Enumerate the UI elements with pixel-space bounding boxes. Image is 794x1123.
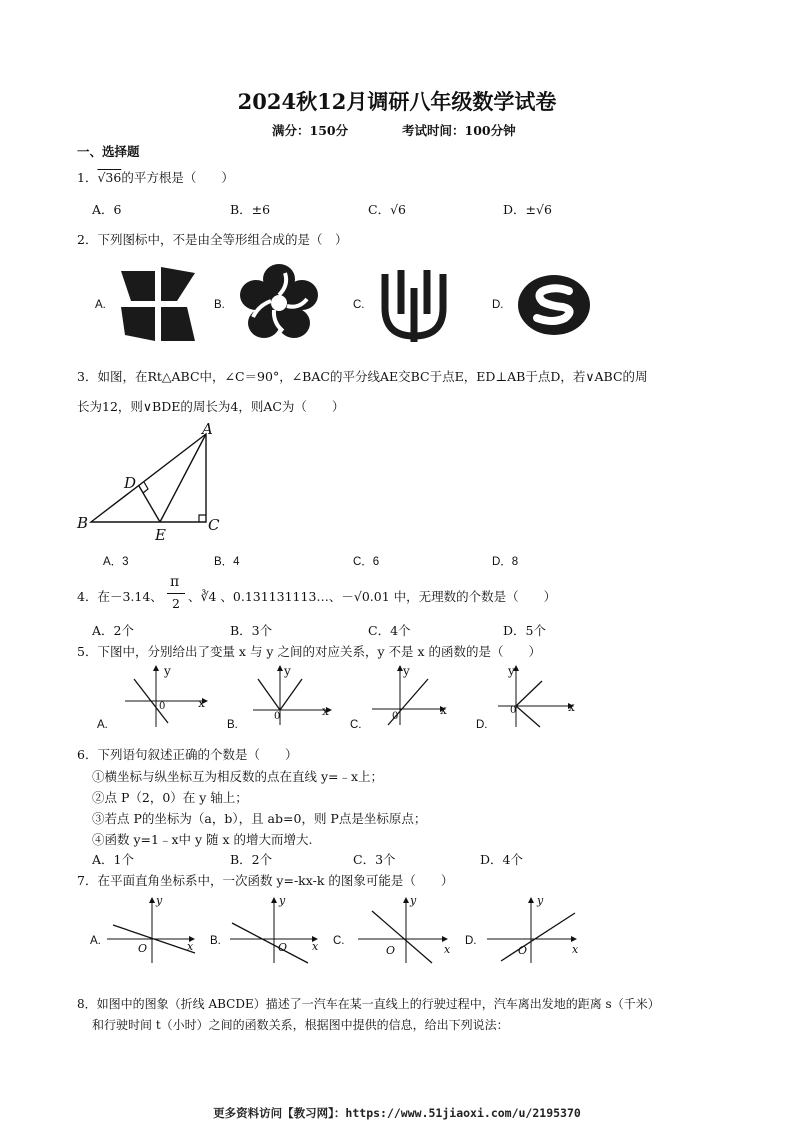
- q5-option-c[interactable]: C.: [350, 719, 362, 731]
- q5-option-b[interactable]: B.: [227, 719, 238, 731]
- q7-d-x-label: x: [572, 943, 579, 956]
- q7-graph-d: [485, 895, 585, 965]
- q6-option-b[interactable]: B．2个: [230, 852, 273, 867]
- q4-option-d[interactable]: D．5个: [503, 623, 546, 638]
- q7-b-origin: O: [278, 941, 288, 954]
- question-1: 1．√36的平方根是（ ）: [77, 170, 234, 185]
- total-score: 满分：150分: [272, 123, 349, 138]
- question-3-line-1: 3．如图，在Rt△ABC中，∠C＝90°，∠BAC的平分线AE交BC于点E，ED⊥AB于点D，若∨ABC的周: [77, 369, 648, 384]
- q5-b-x-label: x: [322, 704, 329, 718]
- tulip-logo-icon: [379, 264, 449, 344]
- q2-option-b[interactable]: B.: [214, 299, 225, 311]
- flower-logo-icon: [237, 263, 321, 343]
- question-5: 5．下图中，分别给出了变量 x 与 y 之间的对应关系，y 不是 x 的函数的是（ ）: [77, 644, 541, 659]
- q3-option-b[interactable]: B．4: [214, 556, 240, 568]
- q6-option-a[interactable]: A．1个: [92, 852, 134, 867]
- vertex-b-label: B: [77, 514, 89, 532]
- q7-option-a[interactable]: A.: [90, 935, 101, 947]
- question-6: 6．下列语句叙述正确的个数是（ ）: [77, 747, 298, 762]
- q7-b-y-label: y: [279, 894, 286, 907]
- q5-c-y-label: y: [403, 664, 410, 678]
- q5-c-x-label: x: [440, 703, 447, 717]
- q1-option-d[interactable]: D．±√6: [503, 202, 552, 217]
- q7-c-x-label: x: [444, 943, 451, 956]
- q5-option-d[interactable]: D.: [476, 719, 488, 731]
- q7-b-x-label: x: [312, 940, 319, 953]
- fraction-denominator: 2: [172, 596, 180, 611]
- q6-statement-4: ④函数 y=1﹣x中 y 随 x 的增大而增大.: [92, 832, 313, 847]
- s-shape-logo-icon: [517, 274, 591, 336]
- page-title: 2024秋12月调研八年级数学试卷: [237, 89, 557, 114]
- question-2: 2．下列图标中，不是由全等形组合成的是（ ）: [77, 232, 348, 247]
- q6-statement-3: ③若点 P的坐标为（a，b），且 ab=0，则 P点是坐标原点；: [92, 811, 427, 826]
- point-d-label: D: [124, 474, 137, 492]
- question-7: 7．在平面直角坐标系中，一次函数 y=-kx-k 的图象可能是（ ）: [77, 873, 454, 888]
- q7-c-origin: O: [386, 944, 396, 957]
- pi-numerator: π: [170, 574, 180, 590]
- q1-option-b[interactable]: B．±6: [230, 202, 271, 217]
- q7-a-x-label: x: [187, 940, 194, 953]
- q3-option-a[interactable]: A．3: [103, 556, 129, 568]
- question-4-rest: 、∛4 、0.131131113…、－√0.01 中，无理数的个数是（ ）: [188, 589, 557, 604]
- q7-option-c[interactable]: C.: [333, 935, 345, 947]
- q5-b-origin: 0: [274, 711, 281, 722]
- q7-graph-b: [228, 895, 323, 965]
- q7-graph-a: [105, 895, 200, 965]
- q6-option-d[interactable]: D．4个: [480, 852, 523, 867]
- q2-option-d[interactable]: D.: [492, 299, 504, 311]
- q5-a-x-label: x: [198, 696, 205, 710]
- q7-c-y-label: y: [410, 894, 417, 907]
- triangle-figure: [75, 420, 225, 545]
- q5-a-origin: 0: [159, 701, 166, 712]
- q5-d-y-label: y: [508, 664, 515, 678]
- q3-option-d[interactable]: D．8: [492, 556, 519, 568]
- q5-b-y-label: y: [284, 664, 291, 678]
- q4-option-c[interactable]: C．4个: [368, 623, 411, 638]
- point-e-label: E: [155, 526, 166, 544]
- q5-d-origin: 0: [510, 705, 517, 716]
- q7-a-origin: O: [138, 942, 148, 955]
- footer-link[interactable]: 更多资料访问【教习网】：https://www.51jiaoxi.com/u/2195370: [213, 1106, 581, 1120]
- q1-option-c[interactable]: C．√6: [368, 202, 406, 217]
- q7-d-y-label: y: [537, 894, 544, 907]
- q5-graph-b: [248, 665, 343, 730]
- q4-option-b[interactable]: B．3个: [230, 623, 273, 638]
- question-3-line-2: 长为12，则∨BDE的周长为4，则AC为（ ）: [77, 399, 345, 414]
- vertex-c-label: C: [208, 516, 220, 534]
- q7-a-y-label: y: [156, 894, 163, 907]
- pinwheel-logo-icon: [117, 265, 199, 343]
- q5-option-a[interactable]: A.: [97, 719, 108, 731]
- exam-time: 考试时间：100分钟: [402, 123, 516, 138]
- q7-d-origin: O: [518, 944, 528, 957]
- q6-option-c[interactable]: C．3个: [353, 852, 396, 867]
- fraction-bar: [167, 593, 185, 594]
- q5-graph-c: [370, 665, 465, 730]
- q5-d-x-label: x: [568, 700, 575, 714]
- q5-a-y-label: y: [164, 664, 171, 678]
- q3-option-c[interactable]: C．6: [353, 556, 380, 568]
- question-4-prefix: 4．在－3.14、: [77, 589, 163, 604]
- q2-option-c[interactable]: C.: [353, 299, 365, 311]
- vertex-a-label: A: [202, 420, 213, 438]
- question-8-line-2: 和行驶时间 t（小时）之间的函数关系，根据图中提供的信息，给出下列说法：: [92, 1018, 509, 1032]
- q2-option-a[interactable]: A.: [95, 299, 106, 311]
- q6-statement-2: ②点 P（2，0）在 y 轴上；: [92, 790, 248, 805]
- q1-option-a[interactable]: A．6: [92, 202, 122, 217]
- question-8-line-1: 8．如图中的图象（折线 ABCDE）描述了一汽车在某一直线上的行驶过程中，汽车离出发地的距离 s（千米）: [77, 997, 660, 1011]
- q5-c-origin: 0: [392, 711, 399, 722]
- section-heading: 一、选择题: [77, 144, 140, 159]
- q4-option-a[interactable]: A．2个: [92, 623, 134, 638]
- q7-option-d[interactable]: D.: [465, 935, 477, 947]
- q7-option-b[interactable]: B.: [210, 935, 221, 947]
- q6-statement-1: ①横坐标与纵坐标互为相反数的点在直线 y=﹣x上；: [92, 769, 384, 784]
